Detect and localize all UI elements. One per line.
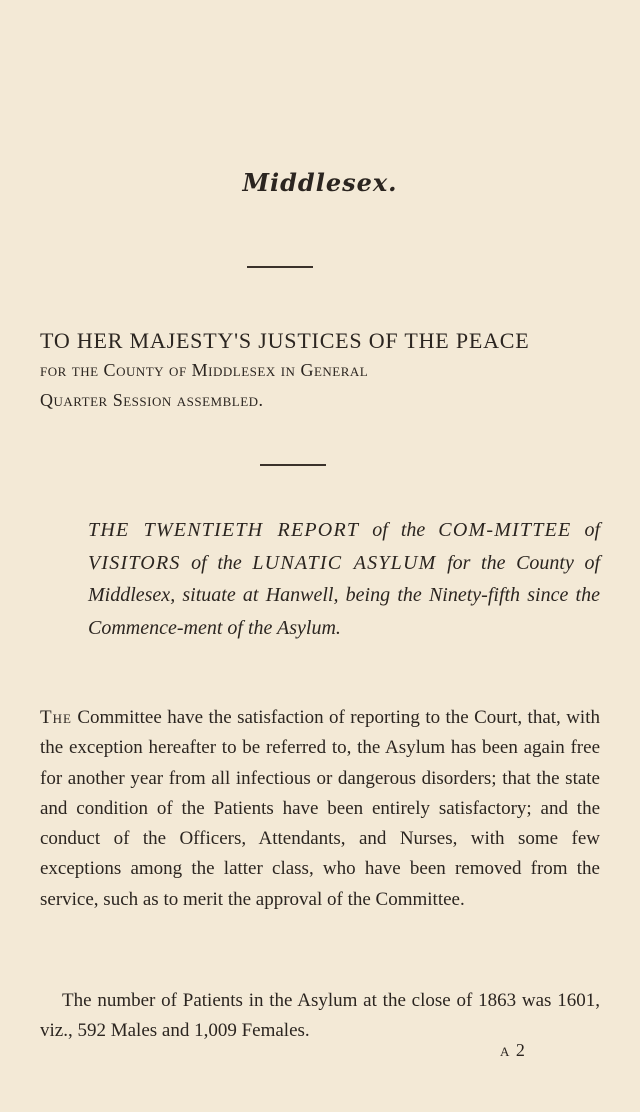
paragraph-patients: The number of Patients in the Asylum at the close of 1863 was 1601, viz., 592 Males and 1,009 Females.: [40, 990, 600, 1041]
paragraph-committee: [40, 703, 600, 915]
address-line-1: TO HER MAJESTY'S JUSTICES OF THE PEACE: [40, 328, 530, 353]
report-title-part: of the: [180, 551, 253, 574]
report-title-part: of the: [359, 519, 439, 541]
divider-rule-top: [247, 266, 313, 268]
report-title-part: VISITORS: [88, 551, 181, 574]
address-line-2: for the County of Middlesex in General: [40, 360, 369, 380]
report-title-part: for the County of Middlesex, situate at Hanwell, being the Ninety-fifth since the Commence-ment of the Asylum.: [88, 551, 600, 639]
divider-rule-middle: [260, 464, 326, 466]
report-title-part: THE TWENTIETH REPORT: [88, 519, 360, 541]
report-title: [88, 514, 600, 644]
paragraph-text: Committee have the satisfaction of reporting to the Court, that, with the exception hereafter to be referred to, the Asylum has been again free for another year from all infectious or dangerous disorders; that the state and condition of the Patients have been entirely satisfactory; and the conduct of the Officers, Attendants, and Nurses, with some few exceptions among the latter class, who have been removed from the service, such as to merit the approval of the Committee.: [40, 707, 600, 910]
address-line-3: Quarter Session assembled.: [40, 390, 264, 410]
county-title: Middlesex.: [242, 168, 398, 197]
report-title-part: of: [571, 519, 600, 541]
report-title-part: COM-MITTEE: [438, 519, 572, 541]
signature-mark: a 2: [500, 1040, 526, 1060]
report-title-part: LUNATIC ASYLUM: [252, 551, 437, 574]
paragraph-lead-word: The: [40, 707, 72, 728]
